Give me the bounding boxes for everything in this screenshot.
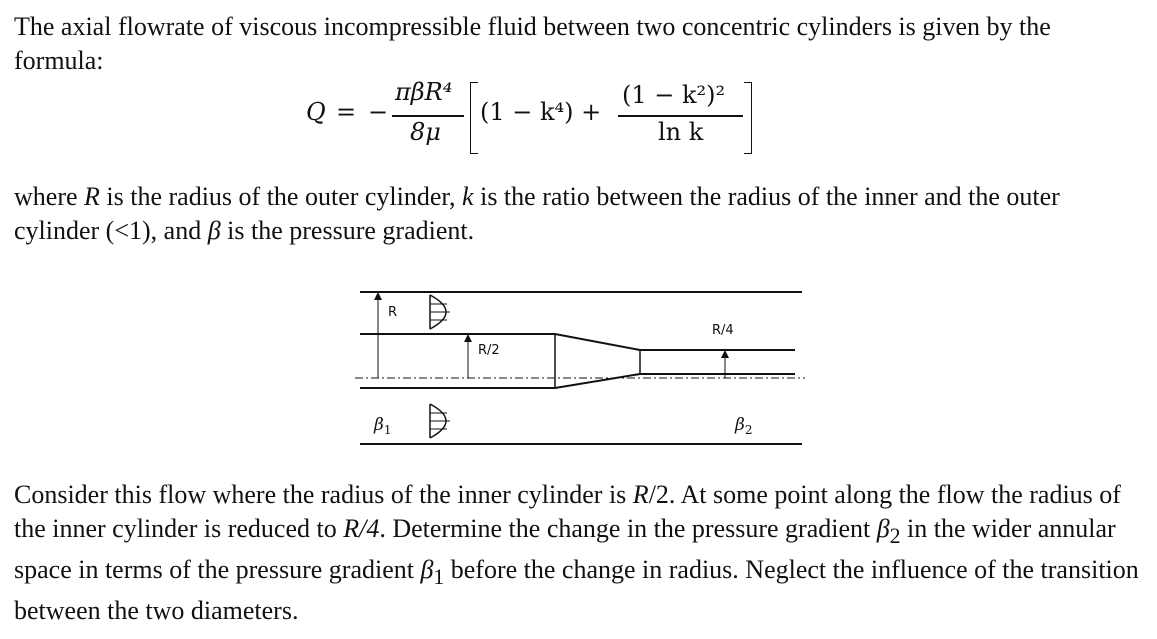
eq-minus: −	[368, 98, 389, 126]
label-beta2	[734, 415, 752, 437]
eq-right-bracket	[744, 82, 752, 154]
eq-prefactor-numerator: πβR⁴	[395, 78, 453, 106]
label-R2: R/2	[478, 343, 500, 358]
eq-term1: (1 − k⁴) +	[480, 98, 602, 126]
eq-equals: =	[336, 98, 357, 126]
label-beta2-subscript: 2	[744, 423, 753, 437]
label-R4: R/4	[712, 323, 734, 338]
eq-term2-numerator: (1 − k²)²	[622, 81, 726, 109]
label-beta1	[373, 415, 391, 437]
q-text-4: in the wider annular space in terms of the pressure gradient	[14, 514, 1116, 585]
q-text-3: . Determine the change in the pressure gradient	[379, 514, 877, 543]
eq-prefactor-fraction-bar	[392, 115, 464, 117]
eq-term2-denominator: ln k	[658, 118, 704, 146]
flowrate-equation	[306, 78, 776, 158]
intro-paragraph	[14, 10, 1144, 78]
label-beta1-symbol: β	[374, 415, 384, 435]
def-text-4: is the pressure gradient.	[220, 216, 475, 245]
q-var-beta1: β	[420, 555, 434, 585]
def-var-beta: β	[207, 216, 221, 245]
q-text-1: Consider this flow where the radius of the inner cylinder is	[14, 480, 633, 509]
q-text-2: /2. At some point along the flow the radius of the inner cylinder is reduced to	[14, 480, 1121, 543]
q-text-5: before the change in radius. Neglect the influence of the transition between the two diameters.	[14, 555, 1139, 626]
question-paragraph	[14, 478, 1144, 628]
def-text-1: where	[14, 182, 85, 211]
label-beta2-symbol: β	[735, 415, 745, 435]
definitions-paragraph	[14, 180, 1144, 248]
eq-term2-fraction-bar	[618, 115, 743, 117]
def-var-R: R	[84, 182, 100, 211]
q-var-beta2-sub: 2	[889, 524, 901, 549]
q-var-R: R	[632, 480, 649, 509]
eq-left-bracket	[470, 82, 478, 154]
intro-text: The axial flowrate of viscous incompressible fluid between two concentric cylinders is given by the formula:	[14, 12, 1051, 75]
eq-lhs: Q	[306, 98, 326, 126]
velocity-profile-top	[430, 295, 450, 329]
q-var-beta2: β	[876, 514, 890, 543]
label-R: R	[388, 305, 398, 320]
label-beta1-subscript: 1	[383, 423, 392, 437]
eq-prefactor-denominator: 8μ	[410, 118, 441, 146]
inner-wall-bottom	[360, 374, 795, 388]
annulus-diagram	[350, 282, 810, 450]
def-text-3: is the ratio between the radius of the inner and the outer cylinder (<1), and	[14, 182, 1060, 245]
def-var-k: k	[462, 182, 474, 211]
q-var-beta1-sub: 1	[433, 565, 445, 590]
q-var-R4: R/4	[343, 514, 380, 543]
velocity-profile-bottom	[430, 404, 450, 438]
def-text-2: is the radius of the outer cylinder,	[99, 182, 463, 211]
